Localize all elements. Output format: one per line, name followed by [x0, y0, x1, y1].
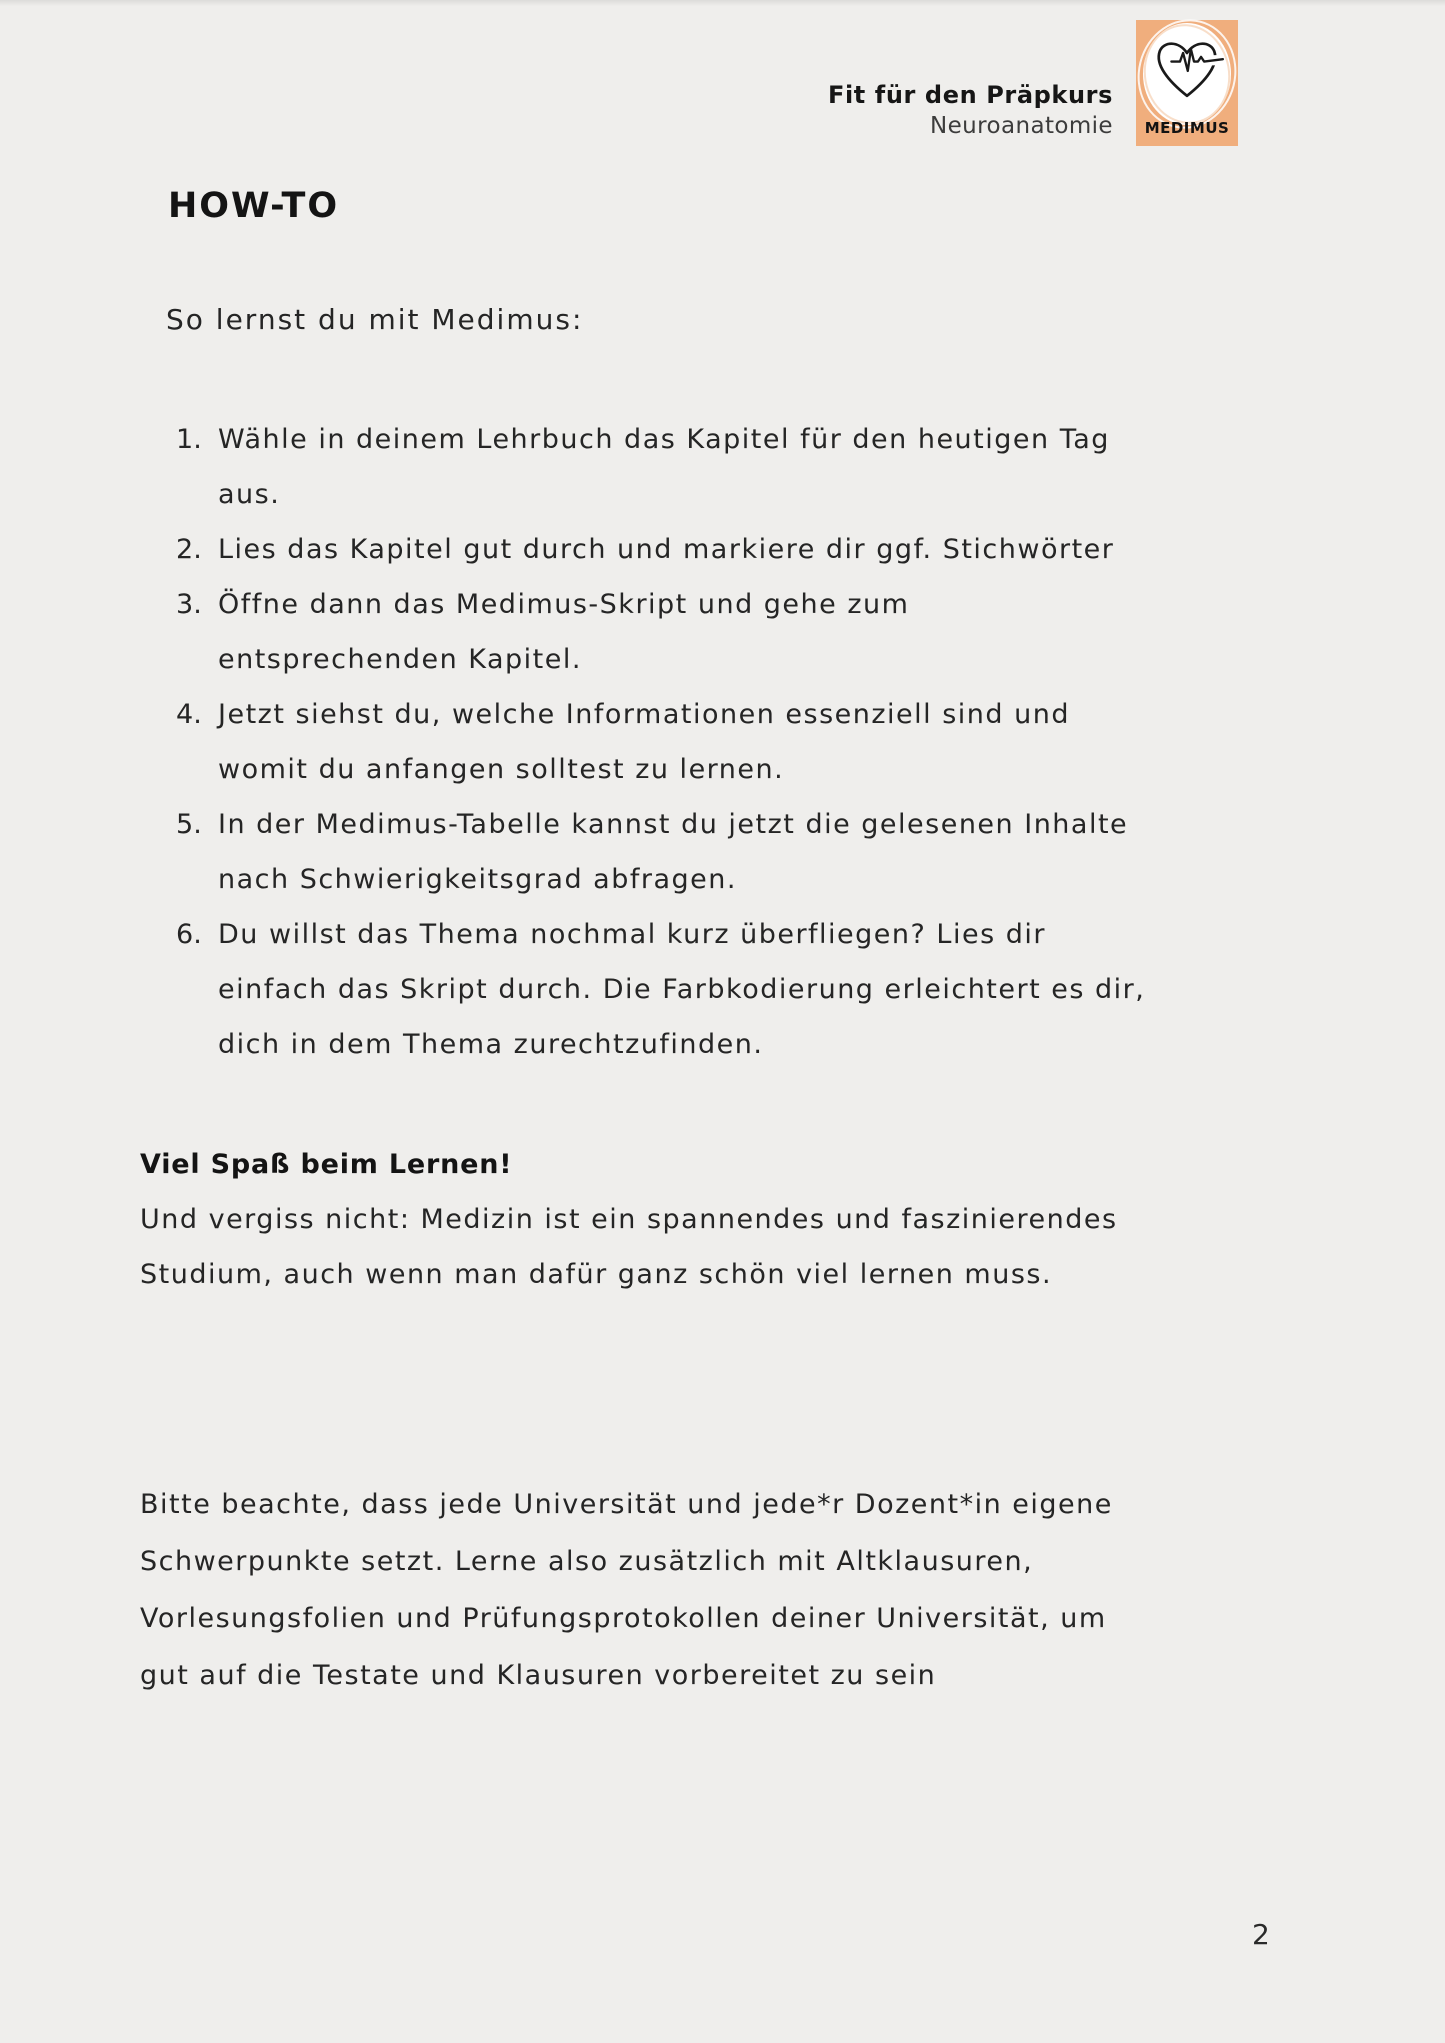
- step-item: Lies das Kapitel gut durch und markiere dir ggf. Stichwörter: [218, 534, 1115, 565]
- intro-text: So lernst du mit Medimus:: [166, 303, 584, 336]
- page-title: HOW-TO: [168, 186, 340, 226]
- steps-list: [172, 412, 1252, 1072]
- header-course-title: Fit für den Präpkurs: [827, 81, 1113, 109]
- step-item: In der Medimus-Tabelle kannst du jetzt die gelesenen Inhalte nach Schwierigkeitsgrad abfragen.: [218, 809, 1129, 895]
- page-top-shadow: [0, 0, 1445, 6]
- heart-ecg-icon: [1148, 30, 1226, 104]
- closing-text: Und vergiss nicht: Medizin ist ein spannendes und faszinierendes Studium, auch wenn man dafür ganz schön viel lernen muss.: [140, 1204, 1118, 1290]
- page-header: [828, 80, 1113, 142]
- header-subject: Neuroanatomie: [930, 113, 1113, 139]
- step-item: Du willst das Thema nochmal kurz überfliegen? Lies dir einfach das Skript durch. Die Farbkodierung erleichtert es dir, dich in dem Thema zurechtzufinden.: [218, 919, 1146, 1060]
- medimus-logo: [1136, 20, 1238, 146]
- step-item: Wähle in deinem Lehrbuch das Kapitel für den heutigen Tag aus.: [218, 424, 1110, 510]
- step-item: Öffne dann das Medimus-Skript und gehe zum entsprechenden Kapitel.: [218, 589, 910, 675]
- note-paragraph: Bitte beachte, dass jede Universität und jede*r Dozent*in eigene Schwerpunkte setzt. Lerne also zusätzlich mit Altklausuren, Vorlesungsfolien und Prüfungsprotokollen deiner Universität, um gut auf die Testate und Klausuren vorbereitet zu sein: [140, 1489, 1113, 1691]
- logo-brand-text: MEDIMUS: [1144, 119, 1230, 137]
- note-block: [140, 1476, 1240, 1704]
- closing-block: [140, 1137, 1230, 1302]
- step-item: Jetzt siehst du, welche Informationen essenziell sind und womit du anfangen solltest zu lernen.: [218, 699, 1070, 785]
- page-number: 2: [1252, 1918, 1270, 1951]
- closing-bold: Viel Spaß beim Lernen!: [140, 1149, 513, 1180]
